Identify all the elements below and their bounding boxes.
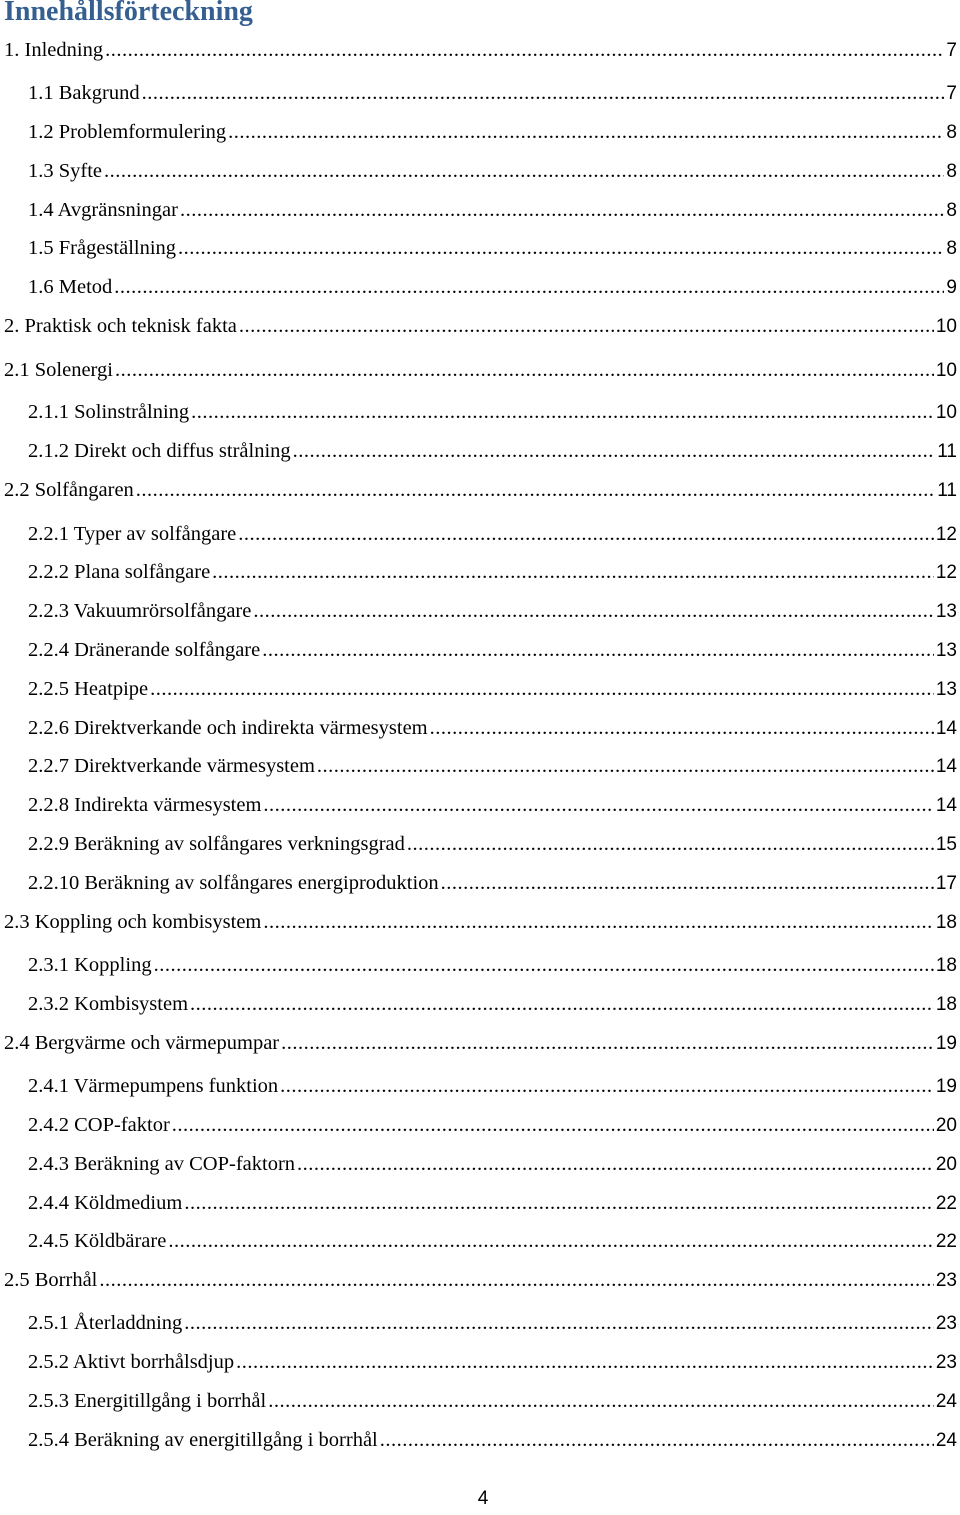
toc-leader-dots xyxy=(180,195,944,225)
toc-title: Innehållsförteckning xyxy=(4,0,253,27)
toc-entry-title: 2.2.1 Typer av solfångare xyxy=(28,523,237,545)
toc-entry-page: 15 xyxy=(935,834,957,855)
toc-entry[interactable] xyxy=(28,272,960,302)
toc-leader-dots xyxy=(184,1308,934,1338)
toc-entry-page: 13 xyxy=(935,601,957,622)
toc-entry-title: 2.4 Bergvärme och värmepumpar xyxy=(4,1032,280,1054)
page-number: 4 xyxy=(477,1488,489,1509)
toc-entry-page: 18 xyxy=(935,955,957,976)
toc-entry[interactable] xyxy=(4,907,960,937)
toc-leader-dots xyxy=(172,1110,934,1140)
toc-entry-title: 2.3 Koppling och kombisystem xyxy=(4,911,262,933)
toc-entry-title: 2.2.5 Heatpipe xyxy=(28,678,149,700)
toc-entry-title: 2.2.4 Dränerande solfångare xyxy=(28,639,261,661)
toc-entry-page: 8 xyxy=(946,238,957,259)
toc-entry-title: 2.2.10 Beräkning av solfångares energiproduktion xyxy=(28,872,439,894)
toc-leader-dots xyxy=(238,519,934,549)
toc-leader-dots xyxy=(253,596,934,626)
toc-entry-page: 10 xyxy=(935,402,957,423)
toc-entry-page: 8 xyxy=(946,161,957,182)
toc-entry[interactable] xyxy=(28,78,960,108)
toc-entry[interactable] xyxy=(28,1386,960,1416)
toc-entry[interactable] xyxy=(28,1188,960,1218)
toc-leader-dots xyxy=(263,790,933,820)
toc-entry-page: 11 xyxy=(937,441,957,462)
toc-leader-dots xyxy=(150,674,934,704)
toc-entry-title: 2.5.3 Energitillgång i borrhål xyxy=(28,1390,267,1412)
toc-entry-title: 2.5 Borrhål xyxy=(4,1269,98,1291)
toc-entry-page: 14 xyxy=(935,795,957,816)
toc-entry[interactable] xyxy=(28,829,960,859)
toc-entry[interactable] xyxy=(28,1308,960,1338)
toc-entry[interactable] xyxy=(28,596,960,626)
toc-entry-page: 23 xyxy=(935,1270,957,1291)
toc-leader-dots xyxy=(104,156,944,186)
toc-entry-title: 2.4.4 Köldmedium xyxy=(28,1192,183,1214)
toc-entry-title: 2.4.2 COP-faktor xyxy=(28,1114,170,1136)
toc-entry[interactable] xyxy=(28,436,960,466)
toc-entry-title: 1.5 Frågeställning xyxy=(28,237,177,259)
toc-entry-title: 2.2.7 Direktverkande värmesystem xyxy=(28,755,315,777)
toc-leader-dots xyxy=(184,1188,934,1218)
toc-entry-title: 2.5.4 Beräkning av energitillgång i borrhål xyxy=(28,1429,378,1451)
toc-leader-dots xyxy=(191,397,934,427)
toc-leader-dots xyxy=(142,78,945,108)
toc-entry-page: 13 xyxy=(935,640,957,661)
toc-leader-dots xyxy=(380,1425,934,1455)
toc-entry-page: 23 xyxy=(935,1313,957,1334)
toc-entry[interactable] xyxy=(28,790,960,820)
toc-entry-page: 20 xyxy=(935,1115,957,1136)
toc-entry[interactable] xyxy=(28,557,960,587)
toc-entry-title: 2.2.3 Vakuumrörsolfångare xyxy=(28,600,252,622)
toc-entry-title: 2.5.1 Återladdning xyxy=(28,1312,183,1334)
toc-entry[interactable] xyxy=(28,713,960,743)
toc-entry[interactable] xyxy=(28,1110,960,1140)
toc-entry[interactable] xyxy=(28,519,960,549)
toc-entry[interactable] xyxy=(28,989,960,1019)
toc-entry[interactable] xyxy=(28,1071,960,1101)
toc-entry[interactable] xyxy=(28,1149,960,1179)
toc-entry-page: 13 xyxy=(935,679,957,700)
toc-entry-page: 10 xyxy=(935,360,957,381)
toc-entry[interactable] xyxy=(28,117,960,147)
toc-entry-page: 8 xyxy=(946,200,957,221)
toc-entry[interactable] xyxy=(4,355,960,385)
toc-leader-dots xyxy=(154,950,934,980)
toc-entry-page: 18 xyxy=(935,994,957,1015)
toc-entry-title: 2.2 Solfångaren xyxy=(4,479,134,501)
toc-leader-dots xyxy=(190,989,934,1019)
toc-entry-page: 22 xyxy=(935,1193,957,1214)
toc-entry-page: 9 xyxy=(946,277,957,298)
toc-entry[interactable] xyxy=(28,635,960,665)
toc-leader-dots xyxy=(293,436,936,466)
toc-entry-title: 2.3.1 Koppling xyxy=(28,954,152,976)
toc-entry-title: 2.1.1 Solinstrålning xyxy=(28,401,190,423)
toc-entry-page: 19 xyxy=(935,1076,957,1097)
toc-entry-title: 2.1 Solenergi xyxy=(4,359,113,381)
toc-entry-page: 8 xyxy=(946,122,957,143)
toc-entry-page: 24 xyxy=(935,1391,957,1412)
toc-entry-title: 2.2.8 Indirekta värmesystem xyxy=(28,794,262,816)
toc-entry-title: 1.4 Avgränsningar xyxy=(28,199,178,221)
toc-entry-title: 2.4.5 Köldbärare xyxy=(28,1230,167,1252)
toc-entry-title: 2.4.3 Beräkning av COP-faktorn xyxy=(28,1153,296,1175)
toc-leader-dots xyxy=(281,1028,934,1058)
toc-entry[interactable] xyxy=(28,397,960,427)
toc-leader-dots xyxy=(236,1347,934,1377)
toc-entry-page: 14 xyxy=(935,718,957,739)
toc-leader-dots xyxy=(178,233,944,263)
toc-entry-title: 1.2 Problemformulering xyxy=(28,121,227,143)
toc-leader-dots xyxy=(168,1226,934,1256)
toc-entry[interactable] xyxy=(28,1425,960,1455)
toc-entry-title: 2.4.1 Värmepumpens funktion xyxy=(28,1075,279,1097)
toc-entry-page: 22 xyxy=(935,1231,957,1252)
toc-entry-title: 2.3.2 Kombisystem xyxy=(28,993,189,1015)
toc-leader-dots xyxy=(136,475,935,505)
toc-leader-dots xyxy=(262,635,934,665)
toc-entry[interactable] xyxy=(4,311,960,341)
toc-entry-page: 10 xyxy=(935,316,957,337)
toc-entry[interactable] xyxy=(28,1226,960,1256)
toc-leader-dots xyxy=(268,1386,934,1416)
toc-leader-dots xyxy=(407,829,934,859)
toc-entry-title: 2. Praktisk och teknisk fakta xyxy=(4,315,237,337)
toc-entry-page: 12 xyxy=(935,562,957,583)
toc-entry-page: 12 xyxy=(935,524,957,545)
toc-entry[interactable] xyxy=(28,868,960,898)
toc-leader-dots xyxy=(239,311,934,341)
toc-leader-dots xyxy=(441,868,934,898)
toc-entry-title: 2.5.2 Aktivt borrhålsdjup xyxy=(28,1351,235,1373)
toc-entry-page: 19 xyxy=(935,1033,957,1054)
toc-leader-dots xyxy=(280,1071,934,1101)
toc-entry[interactable] xyxy=(28,950,960,980)
toc-entry[interactable] xyxy=(4,35,960,65)
toc-entry-page: 14 xyxy=(935,756,957,777)
toc-entry-page: 17 xyxy=(935,873,957,894)
toc-entry[interactable] xyxy=(28,233,960,263)
toc-entry-page: 23 xyxy=(935,1352,957,1373)
toc-entry-title: 2.2.9 Beräkning av solfångares verkningsgrad xyxy=(28,833,405,855)
toc-leader-dots xyxy=(317,751,934,781)
toc-entry[interactable] xyxy=(4,1265,960,1295)
toc-entry-title: 2.1.2 Direkt och diffus strålning xyxy=(28,440,291,462)
toc-entry-title: 1. Inledning xyxy=(4,39,104,61)
toc-entry-page: 7 xyxy=(946,83,957,104)
toc-leader-dots xyxy=(105,35,944,65)
toc-entry-page: 18 xyxy=(935,912,957,933)
toc-leader-dots xyxy=(297,1149,934,1179)
toc-entry[interactable] xyxy=(28,674,960,704)
toc-entry-title: 1.1 Bakgrund xyxy=(28,82,140,104)
toc-leader-dots xyxy=(228,117,944,147)
toc-leader-dots xyxy=(430,713,934,743)
toc-leader-dots xyxy=(99,1265,933,1295)
toc-entry[interactable] xyxy=(4,1028,960,1058)
toc-entry-title: 2.2.6 Direktverkande och indirekta värmesystem xyxy=(28,717,428,739)
toc-entry-page: 7 xyxy=(946,40,957,61)
toc-entry-title: 1.3 Syfte xyxy=(28,160,103,182)
toc-entry-title: 1.6 Metod xyxy=(28,276,113,298)
toc-entry[interactable] xyxy=(28,156,960,186)
toc-leader-dots xyxy=(212,557,934,587)
toc-entry[interactable] xyxy=(28,751,960,781)
toc-entry-page: 11 xyxy=(937,480,957,501)
toc-entry-page: 24 xyxy=(935,1430,957,1451)
toc-entry-title: 2.2.2 Plana solfångare xyxy=(28,561,211,583)
toc-entry[interactable] xyxy=(4,475,960,505)
toc-leader-dots xyxy=(115,355,934,385)
toc-entry[interactable] xyxy=(28,1347,960,1377)
toc-entry-page: 20 xyxy=(935,1154,957,1175)
toc-leader-dots xyxy=(263,907,933,937)
toc-entry[interactable] xyxy=(28,195,960,225)
toc-leader-dots xyxy=(114,272,944,302)
